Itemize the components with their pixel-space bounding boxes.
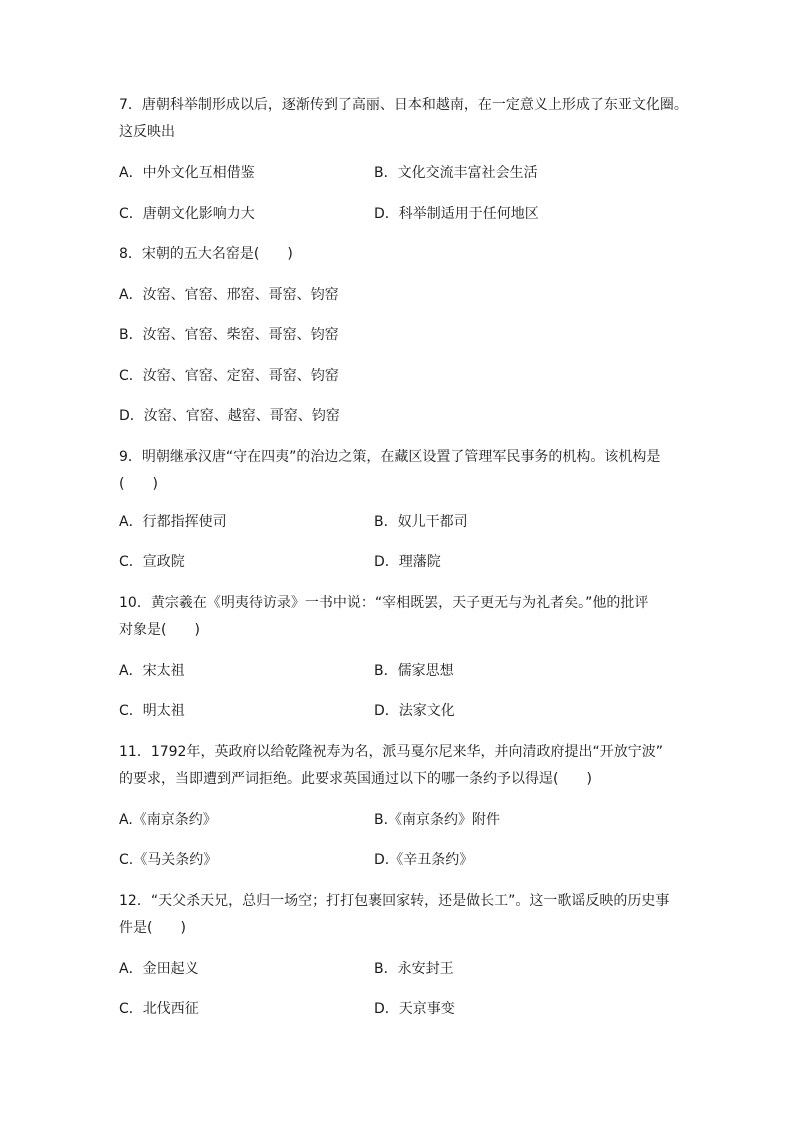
question-7-option-d: D．科举制适用于任何地区 [374, 206, 539, 222]
question-10-option-d: D．法家文化 [374, 703, 455, 719]
question-12-stem-line-2: 件是( ) [119, 920, 186, 936]
question-11-option-a: A.《南京条约》 [119, 812, 217, 828]
question-9-stem-line-2: ( ) [119, 476, 158, 492]
question-9-option-b: B．奴儿干都司 [374, 514, 468, 530]
question-9-option-a: A．行都指挥使司 [119, 514, 227, 530]
question-9-option-d: D．理藩院 [374, 554, 441, 570]
question-11-stem-line-1: 11．1792年，英政府以给乾隆祝寿为名，派马戛尔尼来华，并向清政府提出“开放宁波” [119, 744, 663, 760]
question-10-stem-line-1: 10．黄宗羲在《明夷待访录》一书中说：“宰相既罢，天子更无与为礼者矣。”他的批评 [119, 595, 649, 611]
question-11-option-d: D.《辛丑条约》 [374, 852, 474, 868]
question-8-option-d: D．汝窑、官窑、越窑、哥窑、钧窑 [119, 408, 340, 424]
question-8-option-a: A．汝窑、官窑、邢窑、哥窑、钧窑 [119, 287, 339, 303]
question-11-option-b: B.《南京条约》附件 [374, 812, 501, 828]
question-9-option-c: C．宣政院 [119, 554, 185, 570]
question-12-option-b: B．永安封王 [374, 961, 454, 977]
question-7-option-b: B．文化交流丰富社会生活 [374, 165, 538, 181]
question-12-option-a: A．金田起义 [119, 961, 199, 977]
question-7-option-c: C．唐朝文化影响力大 [119, 206, 255, 222]
question-10-option-c: C．明太祖 [119, 703, 185, 719]
question-10-option-b: B．儒家思想 [374, 663, 454, 679]
question-12-stem-line-1: 12．“天父杀天兄，总归一场空；打打包裹回家转，还是做长工”。这一歌谣反映的历史事 [119, 893, 670, 909]
question-7-stem-line-2: 这反映出 [119, 124, 175, 140]
question-8-option-c: C．汝窑、官窑、定窑、哥窑、钧窑 [119, 368, 339, 384]
question-7-option-a: A．中外文化互相借鉴 [119, 165, 255, 181]
question-7-stem-line-1: 7．唐朝科举制形成以后，逐渐传到了高丽、日本和越南，在一定意义上形成了东亚文化圈。 [119, 97, 688, 113]
question-12-option-c: C．北伐西征 [119, 1001, 199, 1017]
question-9-stem-line-1: 9．明朝继承汉唐“守在四夷”的治边之策，在藏区设置了管理军民事务的机构。该机构是 [119, 449, 661, 465]
question-10-option-a: A．宋太祖 [119, 663, 185, 679]
question-11-stem-line-2: 的要求，当即遭到严词拒绝。此要求英国通过以下的哪一条约予以得逞( ) [119, 771, 592, 787]
question-12-option-d: D．天京事变 [374, 1001, 455, 1017]
question-10-stem-line-2: 对象是( ) [119, 622, 200, 638]
question-11-option-c: C.《马关条约》 [119, 852, 218, 868]
question-8-stem-line-1: 8．宋朝的五大名窑是( ) [119, 246, 293, 262]
question-8-option-b: B．汝窑、官窑、柴窑、哥窑、钧窑 [119, 327, 339, 343]
